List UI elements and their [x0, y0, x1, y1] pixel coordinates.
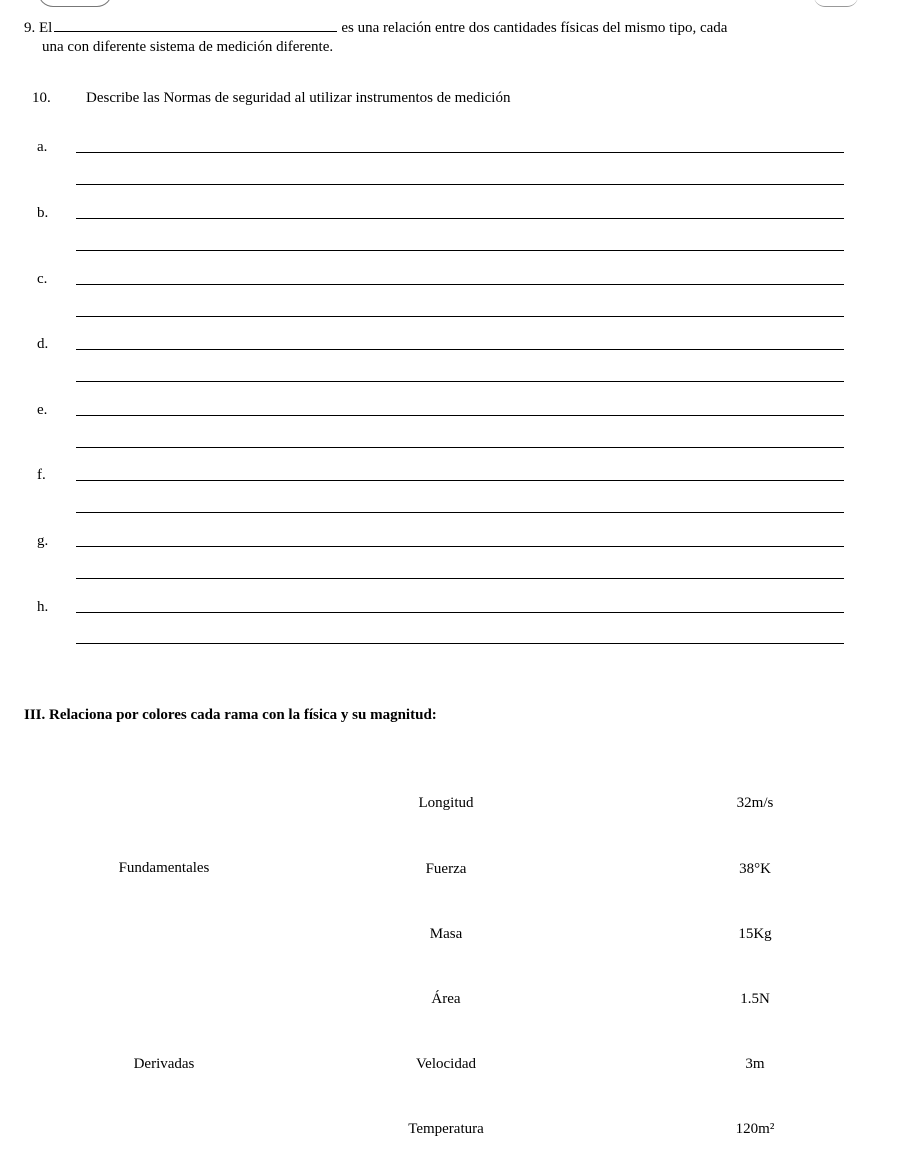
answer-line-g-2[interactable]	[76, 578, 844, 579]
answer-letter-b: b.	[37, 205, 49, 221]
answer-line-b-2[interactable]	[76, 250, 844, 251]
magnitud-area[interactable]: Área	[431, 991, 461, 1007]
valor-15kg[interactable]: 15Kg	[738, 926, 772, 942]
answer-line-d-1[interactable]	[76, 349, 844, 350]
answer-letter-h: h.	[37, 599, 49, 615]
answer-letter-d: d.	[37, 336, 49, 352]
answer-letter-f: f.	[37, 467, 46, 483]
question-9-blank[interactable]	[54, 18, 337, 32]
answer-line-h-2[interactable]	[76, 643, 844, 644]
answer-line-f-2[interactable]	[76, 512, 844, 513]
magnitud-longitud[interactable]: Longitud	[418, 795, 474, 811]
answer-line-b-1[interactable]	[76, 218, 844, 219]
answer-line-g-1[interactable]	[76, 546, 844, 547]
header-seal-fragment	[38, 0, 112, 7]
magnitud-fuerza[interactable]: Fuerza	[425, 861, 467, 877]
valor-1-5n[interactable]: 1.5N	[740, 991, 770, 1007]
answer-line-e-1[interactable]	[76, 415, 844, 416]
question-10-text: Describe las Normas de seguridad al utilizar instrumentos de medición	[86, 90, 511, 106]
magnitud-masa[interactable]: Masa	[429, 926, 463, 942]
answer-line-c-1[interactable]	[76, 284, 844, 285]
question-9-line-1	[24, 18, 727, 37]
header-seal-fragment-right	[814, 0, 858, 7]
valor-120m2[interactable]: 120m²	[735, 1121, 775, 1137]
answer-letter-e: e.	[37, 402, 48, 418]
answer-line-f-1[interactable]	[76, 480, 844, 481]
answer-line-a-1[interactable]	[76, 152, 844, 153]
answer-letter-g: g.	[37, 533, 49, 549]
answer-line-a-2[interactable]	[76, 184, 844, 185]
answer-line-e-2[interactable]	[76, 447, 844, 448]
valor-38k[interactable]: 38°K	[739, 861, 771, 877]
question-10-number: 10.	[32, 90, 51, 106]
question-9-text: es una relación entre dos cantidades físicas del mismo tipo, cada	[341, 20, 728, 36]
magnitud-velocidad[interactable]: Velocidad	[416, 1056, 476, 1072]
answer-letter-a: a.	[37, 139, 48, 155]
question-9-line-2: una con diferente sistema de medición diferente.	[42, 39, 334, 55]
answer-line-h-1[interactable]	[76, 612, 844, 613]
rama-derivadas[interactable]: Derivadas	[133, 1056, 195, 1072]
section-3-title: III. Relaciona por colores cada rama con la física y su magnitud:	[24, 707, 437, 723]
magnitud-temperatura[interactable]: Temperatura	[408, 1121, 484, 1137]
valor-3m[interactable]: 3m	[745, 1056, 765, 1072]
valor-32m-s[interactable]: 32m/s	[736, 795, 774, 811]
answer-line-c-2[interactable]	[76, 316, 844, 317]
answer-line-d-2[interactable]	[76, 381, 844, 382]
rama-fundamentales[interactable]: Fundamentales	[118, 860, 210, 876]
answer-letter-c: c.	[37, 271, 48, 287]
question-9-start: 9. El	[24, 20, 53, 36]
